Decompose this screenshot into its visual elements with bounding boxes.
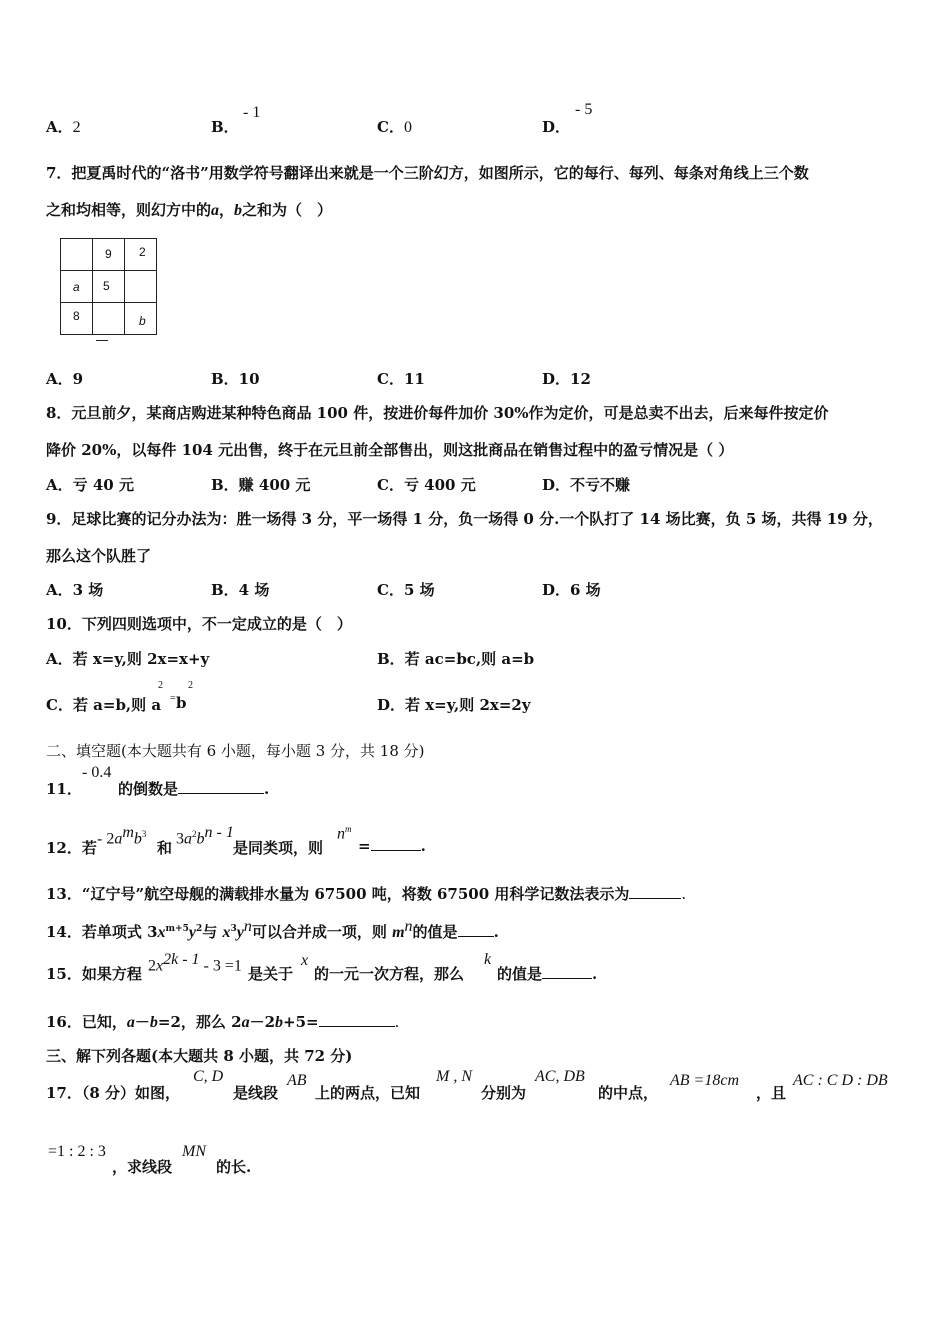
- magic-cell: 8: [73, 309, 80, 323]
- q14-text: 14．若单项式 $3x^{m+5}y^2$与 $x^3y^n$可以合并成一项，则 $m^n$的值是 .: [46, 918, 499, 941]
- q7-stem-line2: 之和均相等，则幻方中的a，b之和为（ ）: [46, 201, 333, 219]
- q8-option-b: B．赚 400 元: [211, 476, 311, 494]
- q17-t4: 的中点，: [598, 1084, 659, 1102]
- q15-number: 15．如果方程: [46, 965, 142, 983]
- magic-square: [60, 238, 157, 335]
- q6-option-d-value: - 5: [575, 101, 593, 118]
- q12-and: 和: [157, 839, 173, 857]
- q12-number: 12．若: [46, 839, 97, 857]
- q7-option-c: C．11: [377, 370, 425, 388]
- magic-cell: 2: [139, 245, 146, 259]
- q7-option-b: B．10: [211, 370, 260, 388]
- magic-cell: a: [73, 280, 80, 294]
- q15-mid: 是关于: [248, 965, 294, 983]
- q17-pre: 17．（8 分）如图，: [46, 1084, 181, 1102]
- q9-option-b: B．4 场: [211, 581, 270, 599]
- q6-option-a: A．2: [46, 118, 81, 136]
- magic-cell: 9: [105, 247, 112, 261]
- section-3-heading: 三、解下列各题(本大题共 8 小题，共 72 分): [46, 1047, 353, 1065]
- q12-mid: 是同类项，则: [233, 839, 324, 857]
- q17-ab: AB: [287, 1072, 307, 1089]
- q10-option-b: B．若 ac=bc,则 a=b: [377, 650, 535, 668]
- q12-n-power-m: $n^m$: [337, 824, 352, 843]
- q6-option-c: C．0: [377, 118, 412, 136]
- q12-answer: = .: [358, 837, 426, 855]
- q17-ratio: AC : C D : DB: [793, 1072, 888, 1089]
- q17-t5: ，且: [756, 1084, 787, 1102]
- q8-stem-line2: 降价 20%，以每件 104 元出售，终于在元旦前全部售出，则这批商品在销售过程中的盈亏情况是（ ）: [46, 441, 734, 459]
- q11-value: - 0.4: [82, 764, 112, 781]
- q17-t7: 的长.: [216, 1158, 252, 1176]
- q13-text: 13．“辽宁号”航空母舰的满载排水量为 67500 吨，将数 67500 用科学记数法表示为 .: [46, 885, 687, 903]
- q17-t3: 分别为: [481, 1084, 527, 1102]
- q10-option-a: A．若 x=y,则 2x=x+y: [46, 650, 210, 668]
- q12-term1: - $2a^mb^3$: [97, 824, 147, 848]
- q8-option-a: A．亏 40 元: [46, 476, 134, 494]
- q12-term2: $3a^2b^{n - 1}$: [176, 824, 234, 848]
- magic-cell: b: [139, 314, 146, 328]
- q15-equation: $2x^{2k - 1} - 3 =1$: [148, 951, 242, 975]
- q11-number: 11．: [46, 780, 82, 798]
- q10-c-sup1: 2: [158, 680, 163, 691]
- q7-option-a: A．9: [46, 370, 84, 388]
- q6-option-b: B．: [211, 118, 239, 136]
- magic-cell: 5: [103, 279, 110, 293]
- q6-option-b-value: - 1: [243, 104, 261, 121]
- q9-option-c: C．5 场: [377, 581, 435, 599]
- q8-option-c: C．亏 400 元: [377, 476, 476, 494]
- q10-c-eq: =: [170, 693, 176, 704]
- q17-mn: M , N: [436, 1068, 472, 1085]
- q8-option-d: D．不亏不赚: [542, 476, 631, 494]
- q10-option-c: C．若 a=b,则 a: [46, 696, 162, 714]
- q9-stem-line1: 9．足球比赛的记分办法为：胜一场得 3 分，平一场得 1 分，负一场得 0 分.一个队打了 14 场比赛，负 5 场，共得 19 分，: [46, 510, 883, 528]
- q17-t6: ，求线段: [112, 1158, 173, 1176]
- q17-cd: C, D: [193, 1068, 224, 1085]
- q17-acdb: AC, DB: [535, 1068, 585, 1085]
- q8-stem-line1: 8．元旦前夕，某商店购进某种特色商品 100 件，按进价每件加价 30%作为定价，可是总卖不出去，后来每件按定价: [46, 404, 829, 422]
- q10-c-b: b: [176, 694, 187, 712]
- q15-answer: 的值是 .: [497, 965, 598, 983]
- q10-c-sup2: 2: [188, 680, 193, 691]
- q17-ab18: AB =18cm: [670, 1072, 739, 1089]
- q17-mn2: MN: [182, 1143, 206, 1160]
- q10-stem: 10．下列四则选项中，不一定成立的是（ ）: [46, 615, 352, 633]
- q17-ratio-values: =1 : 2 : 3: [48, 1143, 106, 1160]
- q9-option-a: A．3 场: [46, 581, 104, 599]
- q17-t1: 是线段: [233, 1084, 279, 1102]
- section-2-heading: 二、填空题(本大题共有 6 小题，每小题 3 分，共 18 分): [46, 742, 425, 760]
- q15-var-k: k: [484, 951, 492, 968]
- q15-var-x: x: [301, 952, 309, 969]
- q16-text: 16．已知，a－b=2，那么 2a－2b+5= .: [46, 1013, 400, 1031]
- q7-stem-line1: 7．把夏禹时代的“洛书”用数学符号翻译出来就是一个三阶幻方，如图所示，它的每行、每列、每条对角线上三个数: [46, 164, 809, 182]
- grid-mark: [96, 340, 108, 341]
- q10-option-d: D．若 x=y,则 2x=2y: [377, 696, 531, 714]
- q9-stem-line2: 那么这个队胜了: [46, 547, 152, 565]
- q15-mid2: 的一元一次方程，那么: [314, 965, 465, 983]
- q6-option-d: D．: [542, 118, 571, 136]
- q9-option-d: D．6 场: [542, 581, 601, 599]
- q7-option-d: D．12: [542, 370, 591, 388]
- q11-text: 的倒数是 .: [118, 780, 270, 798]
- q17-t2: 上的两点，已知: [315, 1084, 421, 1102]
